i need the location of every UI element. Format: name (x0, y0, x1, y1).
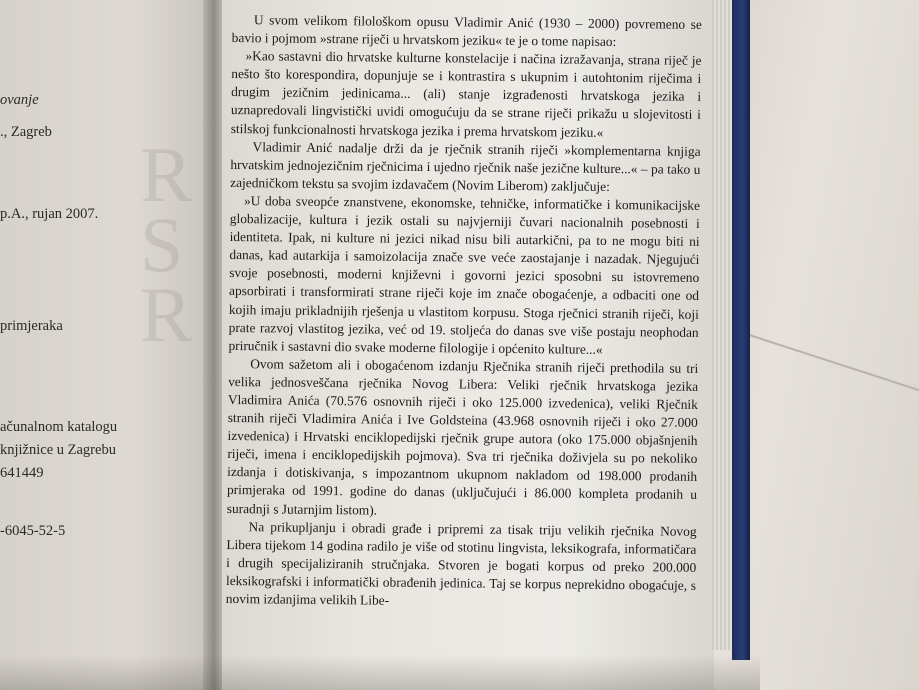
left-page-line: ačunalnom katalogu (0, 419, 118, 435)
blue-book-cover-edge (732, 0, 750, 660)
left-page-line: knjižnice u Zagrebu (0, 442, 116, 458)
paragraph: U svom velikom filološkom opusu Vladimir Anić (1930 – 2000) povremeno se bavio i pojmom »strane riječi u hrvatskom jeziku« te je o tome napisao: (231, 12, 702, 50)
bottom-shadow (0, 655, 760, 690)
paragraph: Ovom sažetom ali i obogaćenom izdanju Rječnika stranih riječi prethodila su tri velika jednosveščana rječnika Novog Libera: Veliki rječnik hrvatskoga jezika Vladimira Anića (70.576 osnovnih riječi i oko 125.000 izvedenica), veliki Rječnik stranih riječi Vladimira Anića i Ive Goldsteina (43.968 osnovnih riječi i oko 27.000 izvedenica) i Hrvatski enciklopedijski rječnik grupe autora (oko 175.000 objašnjenih riječi, imena i enciklopedijskih pojmova). Sva tri rječnika doživjela su po nekoliko izdanja i dotiskivanja, s impozantnom ukupnom nakladom od 198.000 prodanih primjeraka od 1991. godine do danas (uključujući i 86.000 kompleta prodanih u suradnji s Jutarnjim listom). (226, 355, 699, 518)
left-page-line: p.A., rujan 2007. (0, 206, 99, 222)
left-page-line: -6045-52-5 (0, 523, 66, 539)
left-page-line: 641449 (0, 465, 44, 481)
right-book-page (222, 0, 714, 690)
bleed-through-lettering: R S R (140, 131, 195, 359)
left-page-line: primjeraka (0, 318, 63, 334)
quote-paragraph: »U doba sveopće znanstvene, ekonomske, tehničke, informatičke i komunikacijske globalizacije, kultura i jezik ostali su najvjerniji čuvari nacionalnih posebnosti i identiteta. Ipak, ni kulture ni jezici nikad nisu bili autarkični, pa to ne mogu biti ni danas, kad autarkija i samoizolacija znače sve veće zaostajanje i nazadak. Njegujući svoje posebnosti, moderni književni i govorni jezici sposobni su istovremeno apsorbirati i transformirati strane riječi koje im znače obogaćenje, a odbaciti one od kojih imaju prikladnijih rješenja u vlastitom korpusu. Stoga rječnici stranih riječi, koji prate razvoj vlastitog jezika, već od 19. stoljeća do danas sve više postaju neophodan priručnik i sastavni dio svake moderne filologije i općenito kulture...« (228, 193, 701, 357)
paragraph: Na prikupljanju i obradi građe i pripremi za tisak triju velikih rječnika Novog Libera tijekom 14 godina radilo je više od stotinu lingvista, leksikografa, informatičara i drugih specijaliziranih stručnjaka. Stvoren je bogati korpus od preko 200.000 leksikografski i informatički obrađenih jedinica. Taj se korpus neprekidno obogaćuje, s novim izdanjima velikih Libe- (225, 518, 697, 608)
quote-paragraph: »Kao sastavni dio hrvatske kulturne konstelacije i načina izražavanja, strana riječ je nešto što korespondira, dopunjuje se i kontrastira s ukupnim i autohtonim riječima i drugim jezičnim jedinicama... (ali) stanje izgrađenosti hrvatskoga jezika i uznapredovali lingvistički uvidi omogućuju da se strane riječi prikažu u slojevitosti i stilskoj funkcionalnosti hrvatskoga jezika i prema hrvatskom jeziku.« (230, 48, 702, 140)
left-page-line: ., Zagreb (0, 124, 52, 140)
page-stack-edge (712, 0, 732, 650)
paragraph: Vladimir Anić nadalje drži da je rječnik stranih riječi »komplementarna knjiga hrvatskim jednojezičnim rječnicima i ujedno rječnik naše jezične kulture...« – pa tako u zajedničkom tekstu sa svojim izdavačem (Novim Liberom) zaključuje: (230, 138, 701, 194)
left-page-line: ovanje (0, 92, 39, 108)
left-book-page (0, 0, 218, 690)
page-body-text (226, 11, 702, 613)
